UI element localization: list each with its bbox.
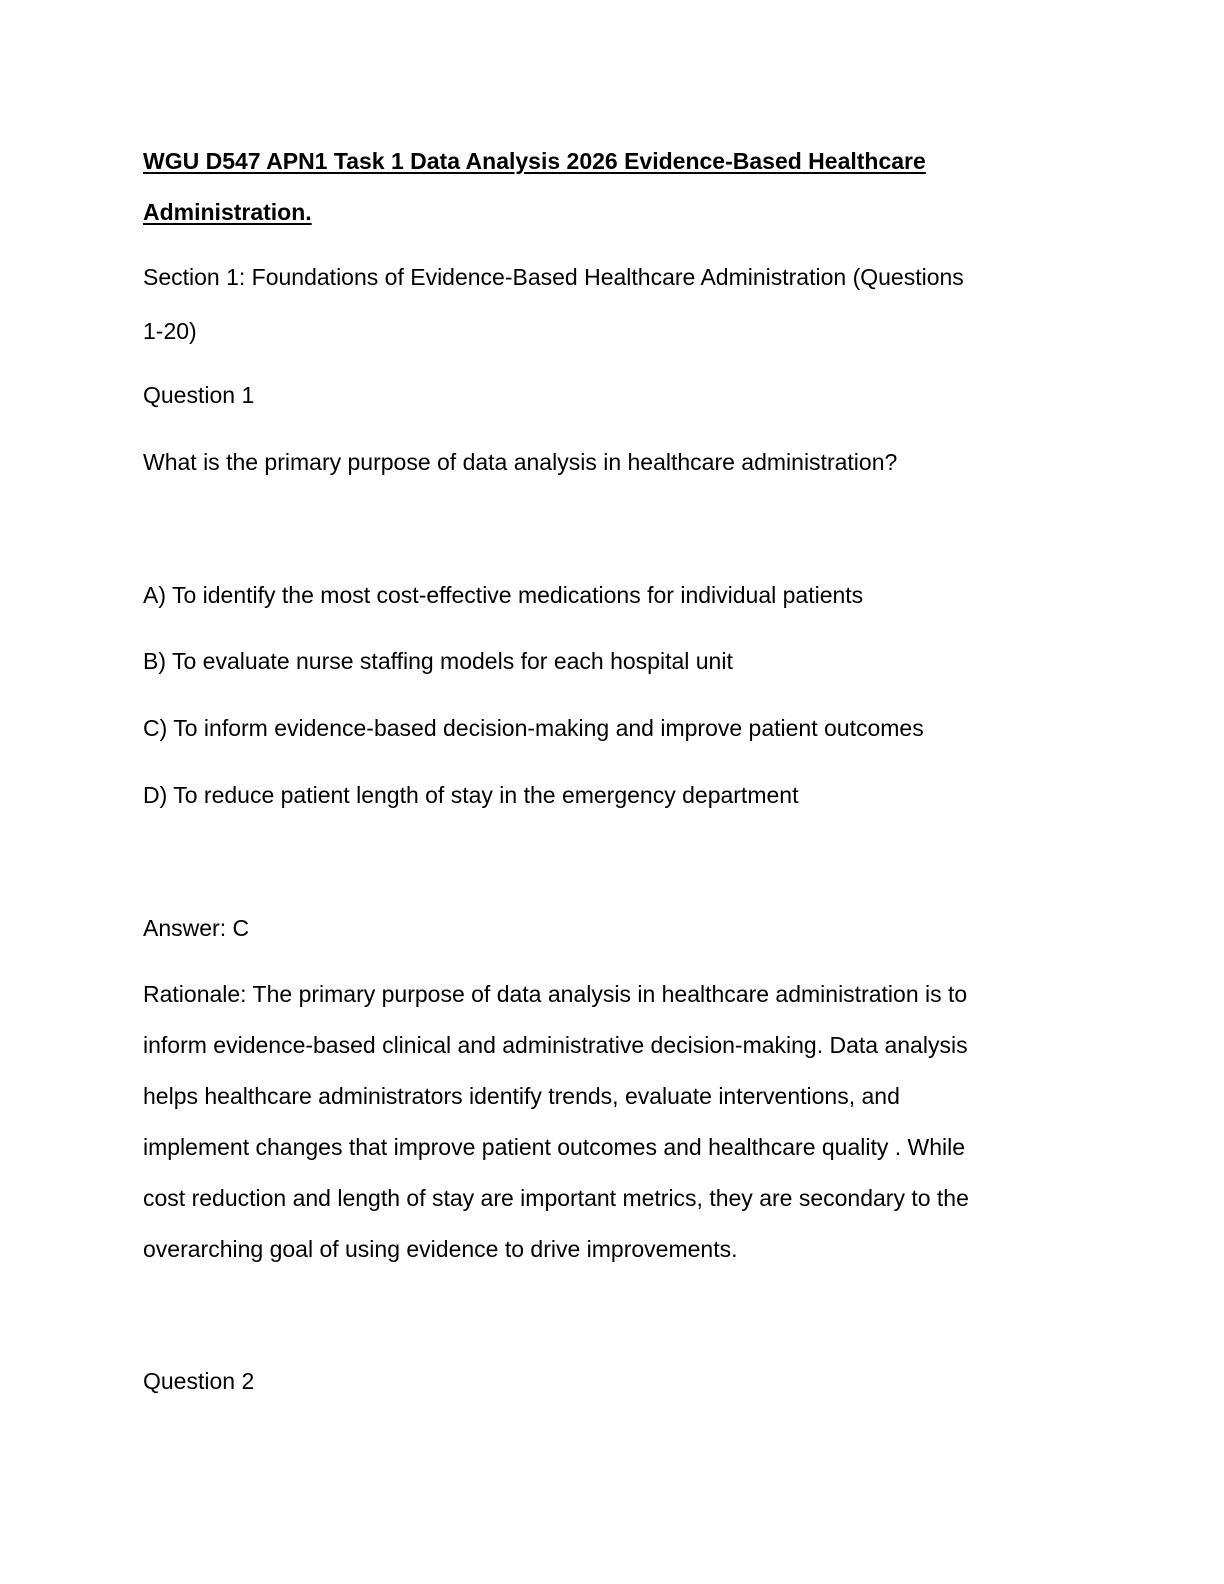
question-1-answer: Answer: C [143, 915, 250, 941]
section-heading-line-1: Section 1: Foundations of Evidence-Based Healthcare Administration (Questions [143, 264, 964, 290]
question-1-prompt: What is the primary purpose of data analysis in healthcare administration? [143, 449, 898, 475]
question-1-label: Question 1 [143, 382, 255, 408]
question-1-rationale-line-2: inform evidence-based clinical and administrative decision-making. Data analysis [143, 1032, 968, 1058]
question-1-option-c: C) To inform evidence-based decision-making and improve patient outcomes [143, 715, 924, 741]
question-1-rationale-line-6: overarching goal of using evidence to drive improvements. [143, 1236, 738, 1262]
document-title-line-1: WGU D547 APN1 Task 1 Data Analysis 2026 Evidence-Based Healthcare [143, 148, 926, 174]
section-heading-line-2: 1-20) [143, 318, 197, 344]
document-title-line-2: Administration. [143, 199, 312, 225]
question-1-rationale-line-4: implement changes that improve patient outcomes and healthcare quality . While [143, 1134, 966, 1160]
question-1-rationale-line-5: cost reduction and length of stay are important metrics, they are secondary to the [143, 1185, 969, 1211]
question-1-rationale-line-3: helps healthcare administrators identify trends, evaluate interventions, and [143, 1083, 900, 1109]
question-1-option-b: B) To evaluate nurse staffing models for each hospital unit [143, 648, 733, 674]
question-1-rationale-line-1: Rationale: The primary purpose of data analysis in healthcare administration is to [143, 981, 968, 1007]
question-2-label: Question 2 [143, 1368, 255, 1394]
question-1-option-d: D) To reduce patient length of stay in the emergency department [143, 782, 799, 808]
question-1-option-a: A) To identify the most cost-effective medications for individual patients [143, 582, 864, 608]
